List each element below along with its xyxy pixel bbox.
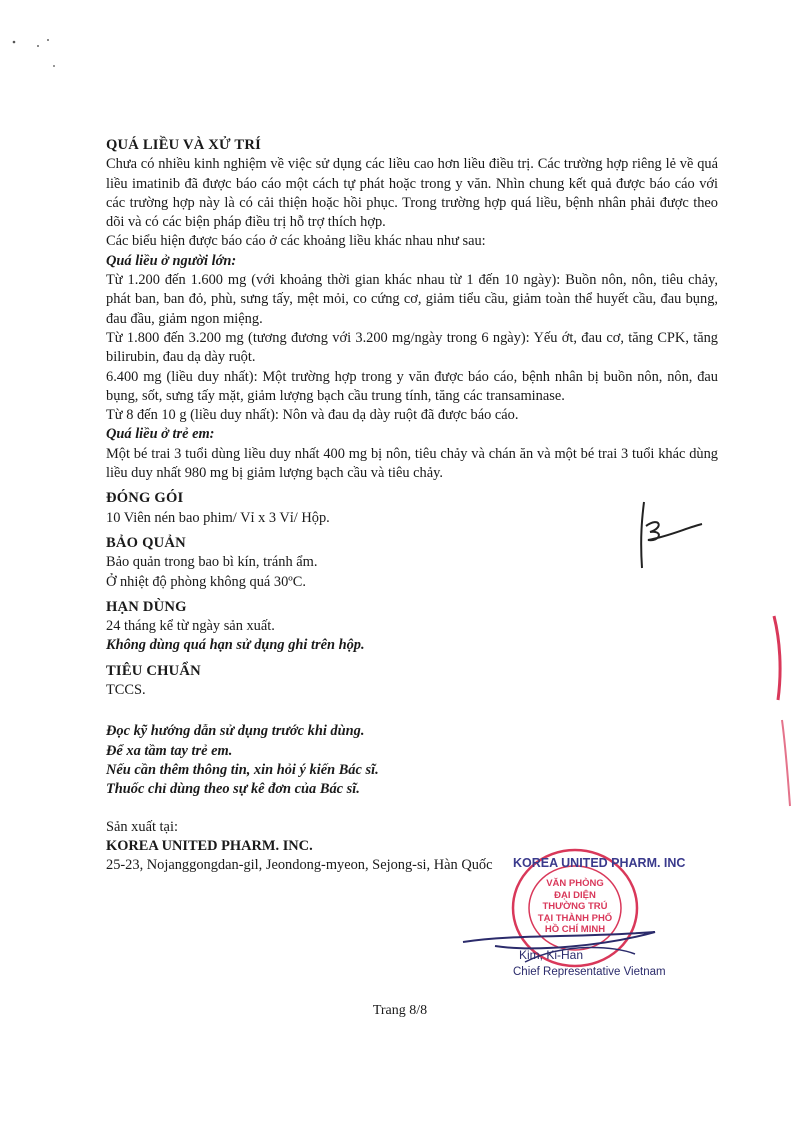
section-title-overdose: QUÁ LIỀU VÀ XỬ TRÍ [106, 137, 261, 153]
initial-signature [630, 498, 710, 578]
child-overdose-heading: Quá liều ở trẻ em: [106, 426, 215, 443]
adult-overdose-item: Từ 1.800 đến 3.200 mg (tương đương với 3.200 mg/ngày trong 6 ngày): Yếu ớt, đau cơ, tăng CPK, tăng bilirubin, đau dạ dày ruột. [106, 329, 718, 366]
stamp-signer-name: Kim, Ki-Han [519, 948, 584, 962]
document-body [106, 136, 718, 875]
page-number: Trang 8/8 [372, 1003, 428, 1018]
adult-overdose-item: Từ 8 đến 10 g (liều duy nhất): Nôn và đau dạ dày ruột đã được báo cáo. [106, 407, 519, 424]
section-title-packaging: ĐÓNG GÓI [106, 490, 184, 507]
stamp-center-text: VĂN PHÒNG ĐẠI DIỆN THƯỜNG TRÚ TẠI THÀNH PHỐ HỒ CHÍ MINH [537, 878, 613, 935]
storage-line: Bảo quản trong bao bì kín, tránh ẩm. [106, 554, 318, 571]
side-stamp-fragment [760, 610, 800, 810]
section-title-storage: BẢO QUẢN [106, 534, 186, 551]
manufacturer-address: 25-23, Nojanggongdan-gil, Jeondong-myeon, Sejong-si, Hàn Quốc [106, 857, 493, 874]
packaging-text: 10 Viên nén bao phim/ Vỉ x 3 Vỉ/ Hộp. [106, 509, 330, 526]
adult-overdose-item: Từ 1.200 đến 1.600 mg (với khoảng thời gian khác nhau từ 1 đến 10 ngày): Buồn nôn, nôn, tiêu chảy, phát ban, ban đỏ, phù, sưng tấy, mệt mỏi, co cứng cơ, giảm tiểu cầu, giảm toàn thể huyết cầu, đau bụng, đau đầu, giảm ngon miệng. [106, 272, 718, 327]
warning-line: Nếu cần thêm thông tin, xin hỏi ý kiến Bác sĩ. [106, 761, 379, 778]
manufacturer-label: Sản xuất tại: [106, 818, 178, 835]
expiry-warning: Không dùng quá hạn sử dụng ghi trên hộp. [106, 637, 365, 654]
warning-line: Để xa tầm tay trẻ em. [106, 742, 233, 759]
child-overdose-text: Một bé trai 3 tuổi dùng liều duy nhất 400 mg bị nôn, tiêu chảy và chán ăn và một bé trai 3 tuổi khác dùng liều duy nhất 980 mg bị giảm lượng bạch cầu và tiêu chảy. [106, 445, 718, 482]
company-stamp [455, 842, 695, 997]
scan-specks [8, 32, 68, 72]
overdose-paragraph-2: Các biểu hiện được báo cáo ở các khoảng liều khác nhau như sau: [106, 233, 486, 250]
section-title-standard: TIÊU CHUẨN [106, 662, 201, 679]
standard-text: TCCS. [106, 682, 146, 699]
section-title-expiry: HẠN DÙNG [106, 598, 187, 615]
expiry-line: 24 tháng kể từ ngày sản xuất. [106, 618, 275, 635]
storage-line: Ở nhiệt độ phòng không quá 30ºC. [106, 573, 306, 590]
manufacturer-name: KOREA UNITED PHARM. INC. [106, 837, 313, 854]
stamp-signer-title: Chief Representative Vietnam [513, 966, 666, 978]
warning-line: Đọc kỹ hướng dẫn sử dụng trước khi dùng. [106, 723, 365, 740]
stamp-company: KOREA UNITED PHARM. INC [513, 856, 686, 870]
overdose-paragraph-1: Chưa có nhiều kinh nghiệm về việc sử dụng các liều cao hơn liều điều trị. Các trường hợp riêng lẻ về quá liều imatinib đã được báo cáo một cách tự phát hoặc trong y văn. Nhìn chung kết quả được báo cáo với các trường hợp này là có cải thiện hoặc hồi phục. Trong trường hợp quá liều, bệnh nhân phải được theo dõi và có các biện pháp điều trị hỗ trợ thích hợp. [106, 156, 718, 231]
adult-overdose-item: 6.400 mg (liều duy nhất): Một trường hợp trong y văn được báo cáo, bệnh nhân bị buồn nôn, nôn, đau bụng, sốt, sưng tấy mặt, giảm lượng bạch cầu trung tính, tăng các transaminase. [106, 368, 718, 404]
adult-overdose-heading: Quá liều ở người lớn: [106, 252, 237, 269]
warning-line: Thuốc chỉ dùng theo sự kê đơn của Bác sĩ. [106, 781, 360, 798]
